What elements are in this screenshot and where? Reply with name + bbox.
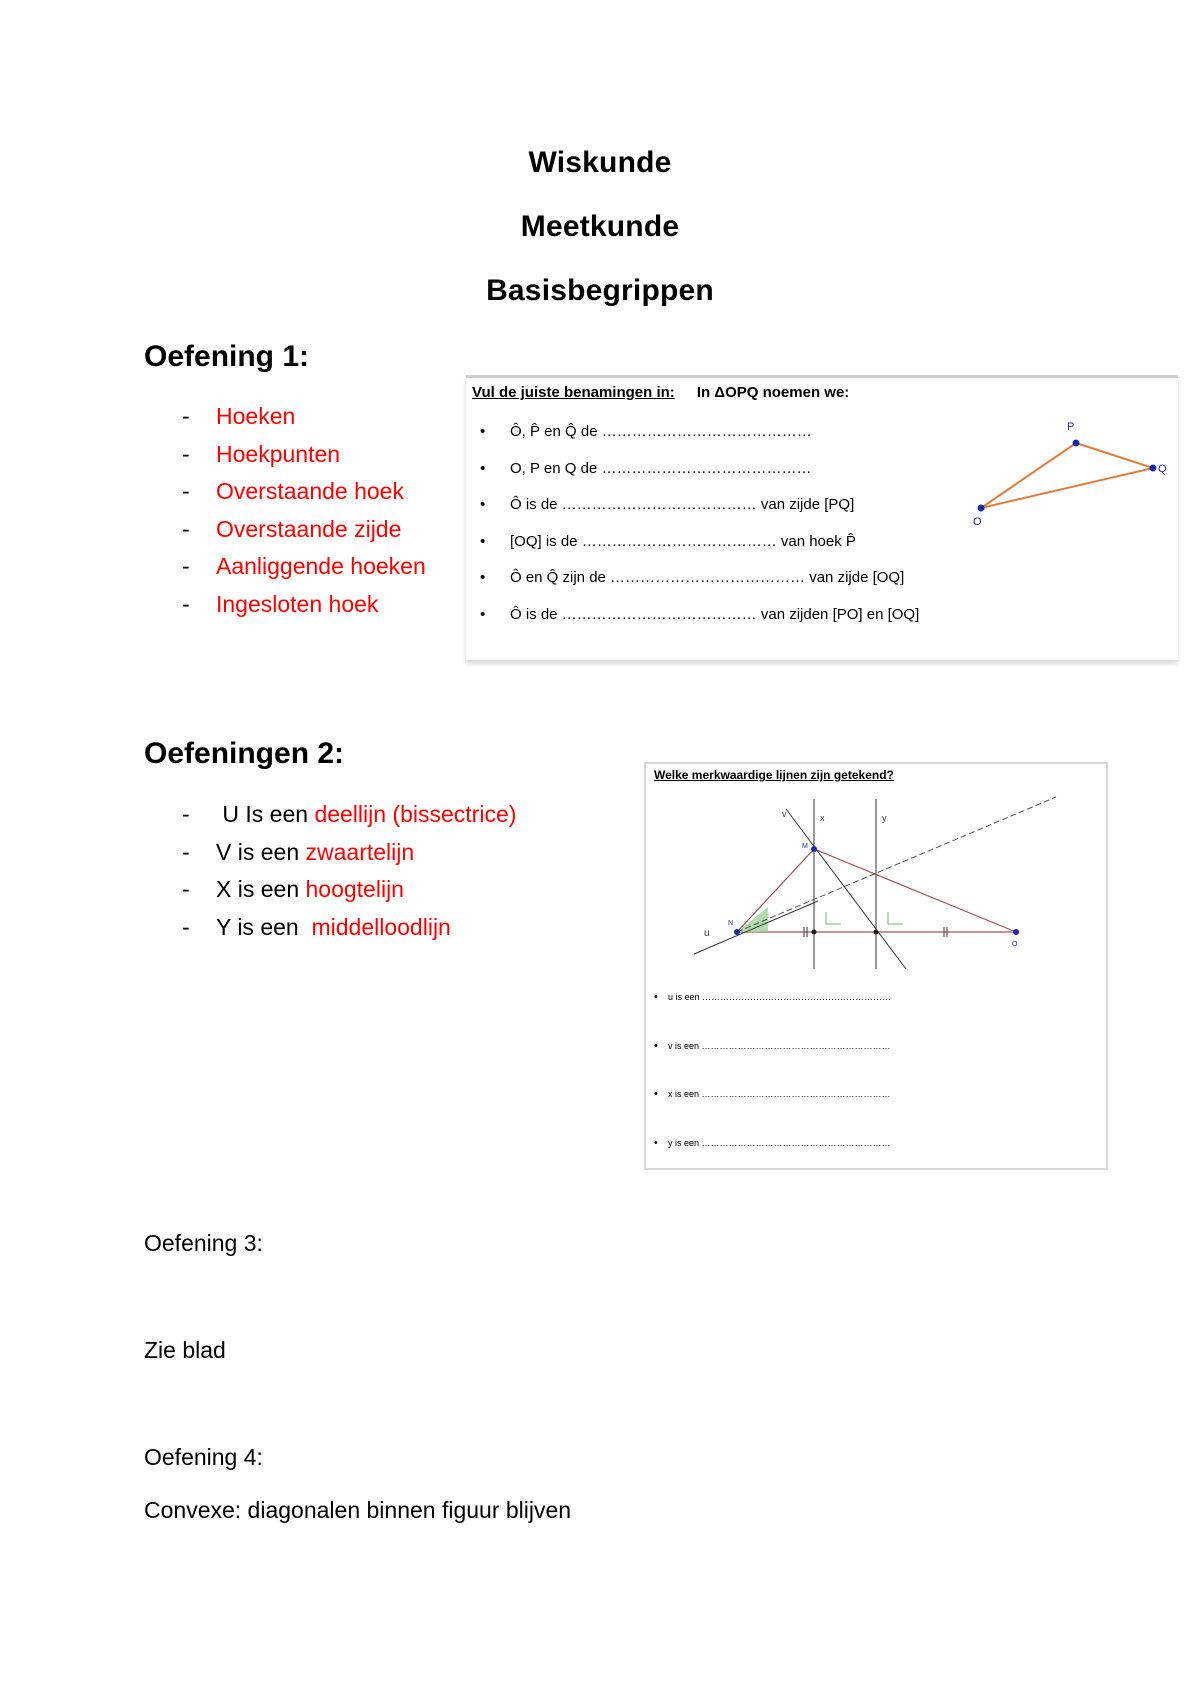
point-o (978, 505, 985, 512)
list-item: - Overstaande hoek (182, 478, 404, 504)
point-n (734, 929, 740, 935)
exercise-4-body: Convexe: diagonalen binnen figuur blijven (144, 1497, 572, 1523)
list-item: - Overstaande zijde (182, 515, 402, 542)
label-y: y (882, 813, 887, 823)
label-v: v (782, 809, 787, 819)
exercise-3-body: Zie blad (144, 1337, 226, 1363)
list-item: • Ô, P̂ en Q̂ de …………………………………… (472, 414, 919, 451)
page-subtitle: Meetkunde (520, 210, 680, 243)
list-item: • u is een ……………………………………………………… (654, 992, 891, 1041)
label-n: N (728, 920, 734, 927)
page-title: Wiskunde (528, 146, 672, 179)
label-q: Q (1158, 463, 1167, 475)
label-p: P (1067, 421, 1075, 433)
label-m: M (802, 843, 808, 850)
exercise-1-heading: Oefening 1: (144, 340, 310, 373)
point-o (1013, 929, 1019, 935)
worksheet-image-triangle (466, 375, 1178, 660)
list-item: • y is een ……………………………………………………… (654, 1138, 891, 1187)
worksheet-lines (654, 992, 891, 1186)
line-v (786, 809, 906, 969)
label-u: u (704, 928, 710, 939)
list-item: - Ingesloten hoek (182, 590, 379, 617)
list-item: • O, P en Q de …………………………………… (472, 451, 919, 488)
worksheet-image-lines (644, 762, 1108, 1170)
foot-point (812, 930, 817, 935)
exercise-1-answers (144, 398, 444, 623)
right-angle-mark (888, 912, 903, 924)
point-m (811, 846, 817, 852)
point-q (1150, 465, 1157, 472)
list-item: • x is een ……………………………………………………… (654, 1089, 891, 1138)
label-o: O (973, 516, 982, 528)
triangle-opq (981, 443, 1153, 508)
list-item: • Ô is de ………………………………… van zijden [PO] en [OQ] (472, 597, 919, 634)
label-o: O (1012, 941, 1018, 948)
list-item: - Aanliggende hoeken (182, 553, 426, 579)
page-topic: Basisbegrippen (486, 274, 714, 307)
list-item: • Ô is de ………………………………… van zijde [PQ] (472, 487, 919, 524)
list-item: - Hoeken (182, 403, 296, 429)
point-p (1073, 440, 1080, 447)
special-lines-figure (646, 764, 1106, 994)
angle-fill (737, 907, 768, 932)
list-item: - U Is een deellijn (bissectrice) (182, 801, 517, 827)
list-item: - Y is een middelloodlijn (182, 913, 451, 940)
list-item: • Ô en Q̂ zijn de ………………………………… van zijde [OQ] (472, 560, 919, 597)
worksheet-header: Welke merkwaardige lijnen zijn getekend? (654, 768, 894, 782)
exercise-3-heading: Oefening 3: (144, 1230, 263, 1256)
worksheet-lines (472, 414, 919, 633)
list-item: • [OQ] is de ………………………………… van hoek P̂ (472, 524, 919, 561)
mid-point (874, 930, 879, 935)
exercise-4-heading: Oefening 4: (144, 1444, 263, 1470)
triangle-opq-figure (971, 408, 1171, 538)
worksheet-header: Vul de juiste benamingen in: In ΔOPQ noemen we: (472, 384, 850, 401)
exercise-2-answers (144, 796, 624, 946)
right-angle-mark (826, 912, 841, 924)
list-item: - Hoekpunten (182, 440, 341, 467)
label-x: x (820, 813, 825, 823)
list-item: - X is een hoogtelijn (182, 876, 404, 902)
line-u (694, 901, 818, 954)
exercise-2-heading: Oefeningen 2: (144, 737, 345, 770)
list-item: - V is een zwaartelijn (182, 838, 415, 865)
list-item: • v is een ……………………………………………………… (654, 1041, 891, 1090)
